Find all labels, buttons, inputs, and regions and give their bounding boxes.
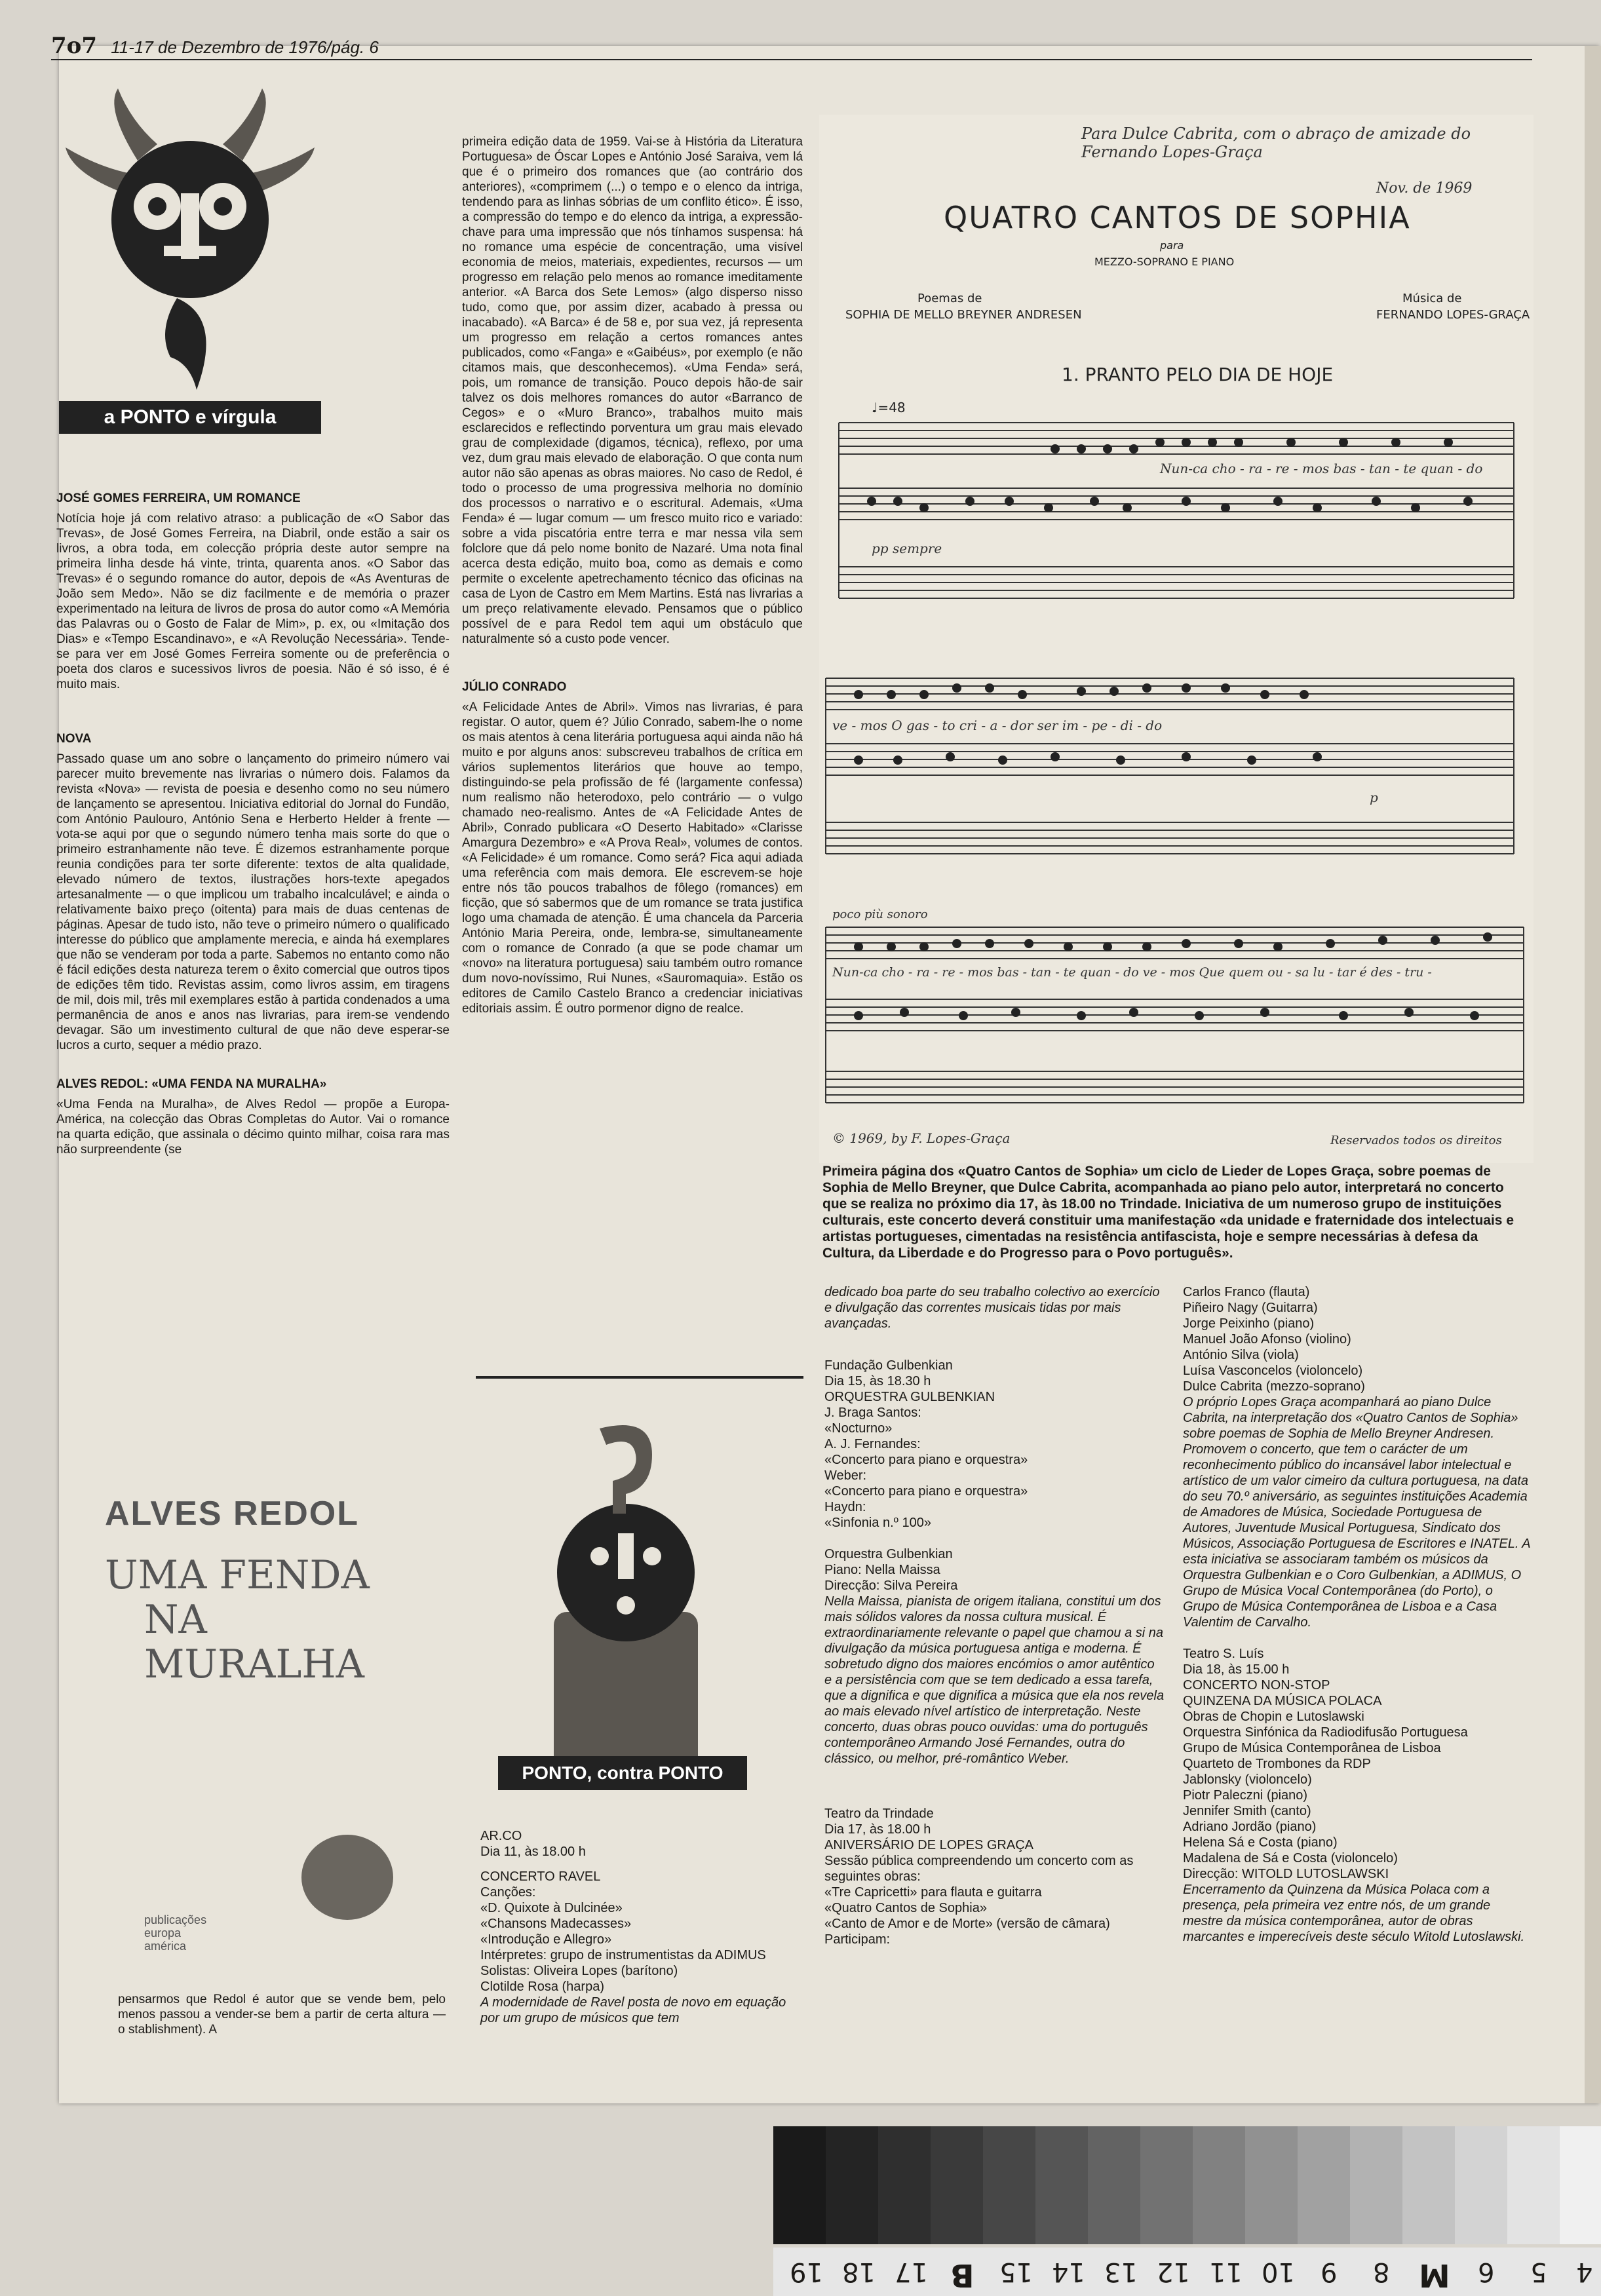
calibration-number: 18 [842, 2257, 876, 2287]
calibration-number: B [950, 2257, 974, 2293]
article-body-julio-conrado: «A Felicidade Antes de Abril». Vimos nas livrarias, é para registar. O autor, quem é? Júlio Conrado, sabem-lhe o nome os mais atentos à cena literária portuguesa aqui ainda não há muito e por alguns anos: subscreveu trabalhos de crítica em vários suplementos literários que houve ao tempo, distinguindo-se pela profissão de fé (largamente confessa) num realismo não heterodoxo, pelo contrário — o vulgo chamado neo-realismo. Antes de «A Felicidade Antes de Abril», Conrado publicara «O Deserto Habitado» «Clarisse Amargura Dezembro» e «A Prova Real», volumes de contos. «A Felicidade» é um romance. Como será? Fica aqui adiada uma referência com mais demora. Ele escrevem-se hoje entre nós tão poucos trabalhos de fôlego (romances) em ficção, que só sabermos que de um romance se trata justifica logo uma chamada de atenção. É uma chancela da Parceria António Maria Pereira, onde, lembra-se, simultaneamente com o romance de Conrado (a que se pode chamar um «novo» na literatura portuguesa) saiu também outro romance dum novo-novíssimo, Rui Nunes, «Sauromaquia». Estão os editores de Camilo Castelo Branco a credenciar iniciativas editoriais assim. É outro pormenor digno de realce. [462, 700, 803, 1016]
listing-line: Direcção: Silva Pereira [824, 1578, 958, 1593]
listing-line: Dia 18, às 15.00 h [1183, 1662, 1290, 1677]
gray-patch [1193, 2126, 1245, 2244]
arco-listing-end: dedicado boa parte do seu trabalho colectivo ao exercício e divulgação das correntes musicais tidas por mais avançadas. [824, 1285, 1160, 1331]
listing-line: Teatro S. Luís [1183, 1647, 1264, 1661]
score-system-2 [826, 678, 1514, 854]
ponto-virgula-emblem [66, 82, 315, 449]
calibration-number: 13 [1104, 2257, 1138, 2287]
left-column [56, 482, 450, 1164]
listing-line: Orquestra Gulbenkian [824, 1547, 953, 1561]
listing-line: «Nocturno» [824, 1421, 893, 1436]
listing-note: Nella Maissa, pianista de origem italiana, constitui um dos mais sólidos valores da nossa cultura musical. É extraordinariamente relevante o papel que chamou a si na divulgação da música portuguesa antiga e moderna. É sobretudo digno dos maiores encómios o amor autêntico e a persistência com que se tem dedicado a essa tarefa, que a dignifica e que dignifica a música que ela nos revela ao mais elevado nível artístico de interpretação. Neste concerto, duas obras pouco ouvidas: uma do português contemporâneo Armando José Fernandes, outra do clássico, ou melhor, pré-romântico Weber. [824, 1594, 1165, 1766]
score-tempo: ♩=48 [872, 400, 906, 415]
listing-line: ORQUESTRA GULBENKIAN [824, 1390, 995, 1404]
listing-line: Solistas: Oliveira Lopes (barítono) [480, 1964, 678, 1978]
participant: Manuel João Afonso (violino) [1183, 1332, 1351, 1347]
participant: Luísa Vasconcelos (violoncelo) [1183, 1364, 1363, 1378]
color-calibration-bar [773, 2126, 1601, 2296]
masthead [51, 33, 1532, 60]
listing-line: «Concerto para piano e orquestra» [824, 1453, 1028, 1467]
calibration-number: 14 [1052, 2257, 1085, 2287]
book-title-line: NA [144, 1597, 207, 1643]
publisher-logo-icon [301, 1835, 393, 1920]
listing-line: «D. Quixote à Dulcinée» [480, 1901, 623, 1915]
book-cover-uma-fenda [105, 1494, 433, 1966]
article-body-alves-redol: «Uma Fenda na Muralha», de Alves Redol — propõe a Europa-América, na colecção das Obras Completas do Autor. Vai o romance na quarta edição, que assinala o décimo quinto milhar, coisa rara mas não surpreendente (se [56, 1098, 450, 1157]
listing-line: Dia 15, às 18.30 h [824, 1374, 931, 1388]
listing-arco [480, 1828, 808, 2026]
gray-patch [1245, 2126, 1298, 2244]
score-dedication-date: Nov. de 1969 [1376, 180, 1473, 197]
article-heading-nova: NOVA [56, 732, 92, 746]
masthead-logo: 7o7 [51, 33, 97, 59]
concert-listings-col3 [824, 1284, 1165, 1947]
score-subtitle-para: para [1160, 239, 1184, 252]
participant: Dulce Cabrita (mezzo-soprano) [1183, 1379, 1365, 1394]
listing-line: Quarteto de Trombones da RDP [1183, 1757, 1371, 1771]
gray-patch [983, 2126, 1035, 2244]
participant: António Silva (viola) [1183, 1348, 1299, 1362]
calibration-number: 5 [1530, 2257, 1547, 2287]
gray-patch [931, 2126, 983, 2244]
listing-sao-luis [1183, 1646, 1530, 1945]
listing-note: O próprio Lopes Graça acompanhará ao piano Dulce Cabrita, na interpretação dos «Quatro Cantos de Sophia» sobre poemas de Sophia de Mello Breyner Andresen. Promovem o concerto, que tem o carácter de um reconhecimento público do incansável labor intelectual e artístico de um valor cimeiro da cultura portuguesa, na data do seu 70.º aniversário, as seguintes instituições Academia de Amadores de Música, Sociedade Portuguesa de Autores, Juventude Musical Portuguesa, Sindicato dos Músicos, Associação Portuguesa de Escritores e INATEL. A esta iniciativa se associaram também os músicos da Orquestra Gulbenkian e o Coro Gulbenkian, a ADIMUS, O Grupo de Música Vocal Contemporânea (do Porto), o Grupo de Música Contemporânea de Lisboa e a Casa Valentim de Carvalho. [1183, 1395, 1530, 1630]
score-system-3 [826, 927, 1524, 1103]
score-subtitle: MEZZO-SOPRANO E PIANO [1094, 256, 1235, 268]
gray-patch [1455, 2126, 1507, 2244]
score-dynamic-pp: pp sempre [872, 541, 942, 556]
calibration-numbers [773, 2248, 1601, 2296]
score-copyright: © 1969, by F. Lopes-Graça [832, 1130, 1011, 1146]
gray-patch [1350, 2126, 1402, 2244]
listing-line: «Quatro Cantos de Sophia» [824, 1901, 987, 1915]
score-caption: Primeira página dos «Quatro Cantos de Sophia» um ciclo de Lieder de Lopes Graça, sobre poemas de Sophia de Mello Breyner, que Dulce Cabrita, acompanhada ao piano pelo autor, interpretará no concerto que se realiza no próximo dia 17, às 18.00 no Trindade. Iniciativa de um numeroso grupo de instituições culturais, este concerto deverá constituir uma manifestação «da unidade e fraternidade dos intelectuais e artistas portugueses, cimentadas na resistência antifascista, hoje e sempre necessárias à defesa da Cultura, da Liberdade e do Progresso para o Povo português». [822, 1164, 1514, 1261]
listing-trindade [824, 1806, 1165, 1947]
calibration-number: M [1419, 2257, 1450, 2293]
sheet-edge [1585, 46, 1601, 2103]
listing-line: J. Braga Santos: [824, 1406, 921, 1420]
section-label-ponto-virgula: a PONTO e vírgula [59, 401, 321, 434]
listing-note: Encerramento da Quinzena da Música Polaca com a presença, pela primeira vez entre nós, de um grande mestre da música contemporânea, autor de obras marcantes e imperecíveis deste século Witold Lutoslawski. [1183, 1883, 1525, 1944]
listing-gulbenkian [824, 1358, 1165, 1767]
calibration-number: 15 [999, 2257, 1033, 2287]
listing-line: Canções: [480, 1885, 536, 1900]
listing-line: «Chansons Madecasses» [480, 1917, 632, 1931]
calibration-number: 4 [1576, 2257, 1593, 2287]
score-lyrics-1: Nun-ca cho - ra - re - mos bas - tan - te quan - do [1160, 461, 1483, 476]
publisher-line: europa [144, 1926, 182, 1940]
listing-line: Grupo de Música Contemporânea de Lisboa [1183, 1741, 1441, 1755]
music-score-image [819, 115, 1533, 1163]
gray-patch [826, 2126, 878, 2244]
publisher-line: américa [144, 1940, 187, 1953]
listing-line: Adriano Jordão (piano) [1183, 1820, 1317, 1834]
article-body-jose-gomes: Notícia hoje já com relativo atraso: a publicação de «O Sabor das Trevas», de José Gomes Ferreira, na Diabril, onde estão a sair os livros, a obra toda, em colecção própria deste autor sempre na primeira linha desde há vinte, trinta, quarenta anos. «O Sabor das Trevas» é o segundo romance do autor, depois de «As Aventuras de João sem Medo». Não se diz facilmente e de memória o prazer experimentado na leitura de livros de prosa do autor como «A Memória das Palavras ou o Gosto de Falar de Mim», p. ex, ou «Imitação dos Dias» e «Tempo Escandinavo», e «A Revolução Necessária». Tende-se para ver em José Gomes Ferreira somente ou de preferência o poeta dos claros e sucessivos livros de poesia. Não é só isso, é é muito mais. [56, 512, 450, 691]
book-title-line: UMA FENDA [105, 1552, 370, 1598]
listing-line: «Sinfonia n.º 100» [824, 1516, 931, 1530]
article-heading-jose-gomes: JOSÉ GOMES FERREIRA, UM ROMANCE [56, 491, 301, 505]
score-poems-by: Poemas de [917, 292, 982, 305]
score-poet: SOPHIA DE MELLO BREYNER ANDRESEN [845, 308, 1082, 322]
listing-line: Intérpretes: grupo de instrumentistas da ADIMUS [480, 1948, 766, 1962]
alves-redol-continuation [118, 1992, 446, 2044]
score-music-by: Música de [1402, 292, 1462, 305]
listing-line: «Canto de Amor e de Morte» (versão de câmara) [824, 1917, 1110, 1931]
gray-patch [1402, 2126, 1455, 2244]
listing-line: CONCERTO RAVEL [480, 1869, 601, 1884]
listing-line: Jablonsky (violoncelo) [1183, 1772, 1312, 1787]
publisher-line: publicações [144, 1913, 207, 1926]
listing-line: Orquestra Sinfónica da Radiodifusão Portuguesa [1183, 1725, 1468, 1740]
listing-line: Direcção: WITOLD LUTOSLAWSKI [1183, 1867, 1389, 1881]
score-dynamic-p: p [1370, 790, 1378, 805]
score-rights: Reservados todos os direitos [1330, 1134, 1502, 1147]
participant: Carlos Franco (flauta) [1183, 1285, 1310, 1299]
listing-line: Haydn: [824, 1500, 866, 1514]
calibration-number: 11 [1209, 2257, 1243, 2287]
listing-line: A modernidade de Ravel posta de novo em equação por um grupo de músicos que tem [480, 1995, 786, 2025]
concert-listings-col4 [1183, 1284, 1530, 1945]
gray-patch [1140, 2126, 1193, 2244]
book-title [105, 1553, 433, 1687]
listing-line: Fundação Gulbenkian [824, 1358, 953, 1373]
listing-line: A. J. Fernandes: [824, 1437, 921, 1451]
gray-patch [1560, 2126, 1601, 2244]
alves-redol-body-continued: primeira edição data de 1959. Vai-se à História da Literatura Portuguesa» de Óscar Lopes e António José Saraiva, vem lá que é o primeiro dos romances que (ao contrário dos anteriores), «comprimem (...) o tempo e o elenco da intriga, tendendo para as linhas sóbrias de um conflito ético». É isso, a compressão do tempo e do elenco da intriga, a expressão-chave para uma impressão que nós tínhamos suspensa: há no romance uma espécie de concentração, uma visível economia de meios, materiais, expedientes, recursos — um progresso em relação pelo menos ao romance imeditamente anterior. «A Barca dos Sete Lemos» (algo disperso nisso tudo, como que, por assim dizer, acabado à pressa ou inacabado). «A Barca» é de 58 e, por sua vez, já representa um progresso em relação a certos romances antes publicados, como «Fanga» e «Gaibéus», por exemplo (e não citamos mais, que desconhecemos). «Uma Fenda» será, pois, um romance de transição. Pouco depois hão-de sair talvez os dois melhores romances do autor «Barranco de Cegos» e o «Muro Branco», trabalhos muito mais esclarecidos e reflectindo porventura um grau mais elevado grau de complexidade (digamos, técnica), reflexo, por uma vez, dum grau mais elevado de elaboração. O que conta num autor não são apenas as obras maiores. No caso de Redol, é todo o processo de uma progressiva melhoria no domínio dos processos o narrativo e o escritural. Ademais, «Uma Fenda» é — lugar comum — um fresco muito rico e variado: sobre a vida piscatória entre terra e mar nessa vila sem folclore que dá pelo nome bonito de Nazaré. Uma nota final acerca desta edição, muito boa, como as demais e como permite o excelente apetrechamento técnico das oficinas na casa de Lyon de Castro em Mem Martins. Está nas livrarias a um preço relativamente elevado. Pensamos que o público possível de e para Redol tem aqui um obstáculo que naturalmente só a custo pode vencer. [462, 135, 803, 646]
calibration-number: 9 [1321, 2257, 1338, 2287]
score-dedication: Para Dulce Cabrita, com o abraço de amizade do Fernando Lopes-Graça [1081, 124, 1471, 161]
section-label-ponto-contra-ponto: PONTO, contra PONTO [498, 1756, 747, 1790]
calibration-number: 12 [1157, 2257, 1190, 2287]
listing-line: AR.CO [480, 1829, 522, 1843]
listing-line: Piano: Nella Maissa [824, 1563, 940, 1577]
article-body-nova: Passado quase um ano sobre o lançamento do primeiro número vai parecer muito brevemente nas livrarias o número dois. Falamos da revista «Nova» — revista de poesia e desenho como no seu número de lançamento se apresentou. Iniciativa editorial do Jornal do Fundão, com António Paulouro, António Sena e Herberto Helder à frente — vota-se aqui por que o segundo número tenha mais sorte do que o primeiro estranhamente não teve. É dizemos estranhamente porque reunia condições para ter sorte diferente: textos de alta qualidade, elevado número de textos, ilustrações hors-texte apegados artesanalmente — o que implicou um trabalho incalculável; e ainda o relativamente baixo preço (oitenta) para mais de duas centenas de páginas. Apesar de tudo isto, não teve o primeiro número o qualificado interesse do público que amplamente merecia, e ainda há exemplares que não se venderam por toda a parte. Sabemos no entanto como não é fácil edições desta natureza terem o êxito comercial que outros tipos de edições têm tido. Revistas assim, como livros assim, em tiragens de mil, dois mil, três mil exemplares estão à partida condenados a uma permanência de anos e anos nas livrarias, para irem-se vendendo devagar. São um investimento cultural de que não deve esperar-se lucros a curto, sequer a médio prazo. [56, 752, 450, 1052]
gray-patch [1035, 2126, 1088, 2244]
calibration-number: 6 [1478, 2257, 1495, 2287]
book-title-line: MURALHA [144, 1641, 365, 1687]
publisher-name [144, 1913, 206, 1953]
article-body-alves-redol-end: pensarmos que Redol é autor que se vende bem, pelo menos passou a vender-se bem a partir de certa altura — o stablishment). A [118, 1993, 446, 2037]
calibration-number: 10 [1262, 2257, 1295, 2287]
listing-line: «Tre Capricetti» para flauta e guitarra [824, 1885, 1042, 1900]
listing-line: «Concerto para piano e orquestra» [824, 1484, 1028, 1499]
listing-line: Sessão pública compreendendo um concerto com as seguintes obras: [824, 1854, 1134, 1884]
score-composer: FERNANDO LOPES-GRAÇA [1376, 308, 1530, 322]
calibration-number: 17 [895, 2257, 928, 2287]
score-lyrics-2: ve - mos O gas - to cri - a - dor ser im - pe - di - do [832, 718, 1163, 733]
listing-line: Teatro da Trindade [824, 1807, 934, 1821]
article-heading-julio-conrado: JÚLIO CONRADO [462, 680, 567, 694]
listing-line: Weber: [824, 1468, 867, 1483]
participant: Jorge Peixinho (piano) [1183, 1316, 1315, 1331]
gray-patch [773, 2126, 826, 2244]
listing-line: Obras de Chopin e Lutoslawski [1183, 1710, 1364, 1724]
listing-line: Participam: [824, 1932, 891, 1947]
listing-line [824, 1531, 1165, 1546]
calibration-number: 19 [790, 2257, 823, 2287]
listing-line: Piotr Paleczni (piano) [1183, 1788, 1308, 1803]
article-heading-alves-redol: ALVES REDOL: «UMA FENDA NA MURALHA» [56, 1077, 327, 1091]
listing-line: Dia 11, às 18.00 h [480, 1845, 586, 1859]
listing-line: ANIVERSÁRIO DE LOPES GRAÇA [824, 1838, 1033, 1852]
listing-line: CONCERTO NON-STOP [1183, 1678, 1330, 1693]
listing-line: Madalena de Sá e Costa (violoncelo) [1183, 1851, 1398, 1866]
score-movement-title: 1. PRANTO PELO DIA DE HOJE [1062, 364, 1334, 385]
participant: Piñeiro Nagy (Guitarra) [1183, 1301, 1318, 1315]
gray-patch [1507, 2126, 1560, 2244]
listing-line: Jennifer Smith (canto) [1183, 1804, 1311, 1818]
column-rule [476, 1376, 803, 1379]
middle-column [462, 134, 803, 1023]
score-staves [819, 115, 1533, 1163]
gray-patch [878, 2126, 931, 2244]
listing-line: Dia 17, às 18.00 h [824, 1822, 931, 1837]
gray-patch [1088, 2126, 1140, 2244]
gray-patch [1298, 2126, 1350, 2244]
calibration-number: 8 [1373, 2257, 1390, 2287]
score-dynamic-poco-piu: poco più sonoro [832, 908, 928, 921]
listing-line: Helena Sá e Costa (piano) [1183, 1835, 1338, 1850]
listing-line: Clotilde Rosa (harpa) [480, 1980, 604, 1994]
listing-line: QUINZENA DA MÚSICA POLACA [1183, 1694, 1382, 1708]
listing-line: «Introdução e Allegro» [480, 1932, 612, 1947]
masthead-issue: 11-17 de Dezembro de 1976/pág. 6 [111, 37, 379, 57]
book-author: ALVES REDOL [105, 1495, 359, 1533]
score-title: QUATRO CANTOS DE SOPHIA [944, 200, 1411, 235]
score-lyrics-3: Nun-ca cho - ra - re - mos bas - tan - te quan - do ve - mos Que quem ou - sa lu - tar é des - tru - [832, 965, 1432, 980]
